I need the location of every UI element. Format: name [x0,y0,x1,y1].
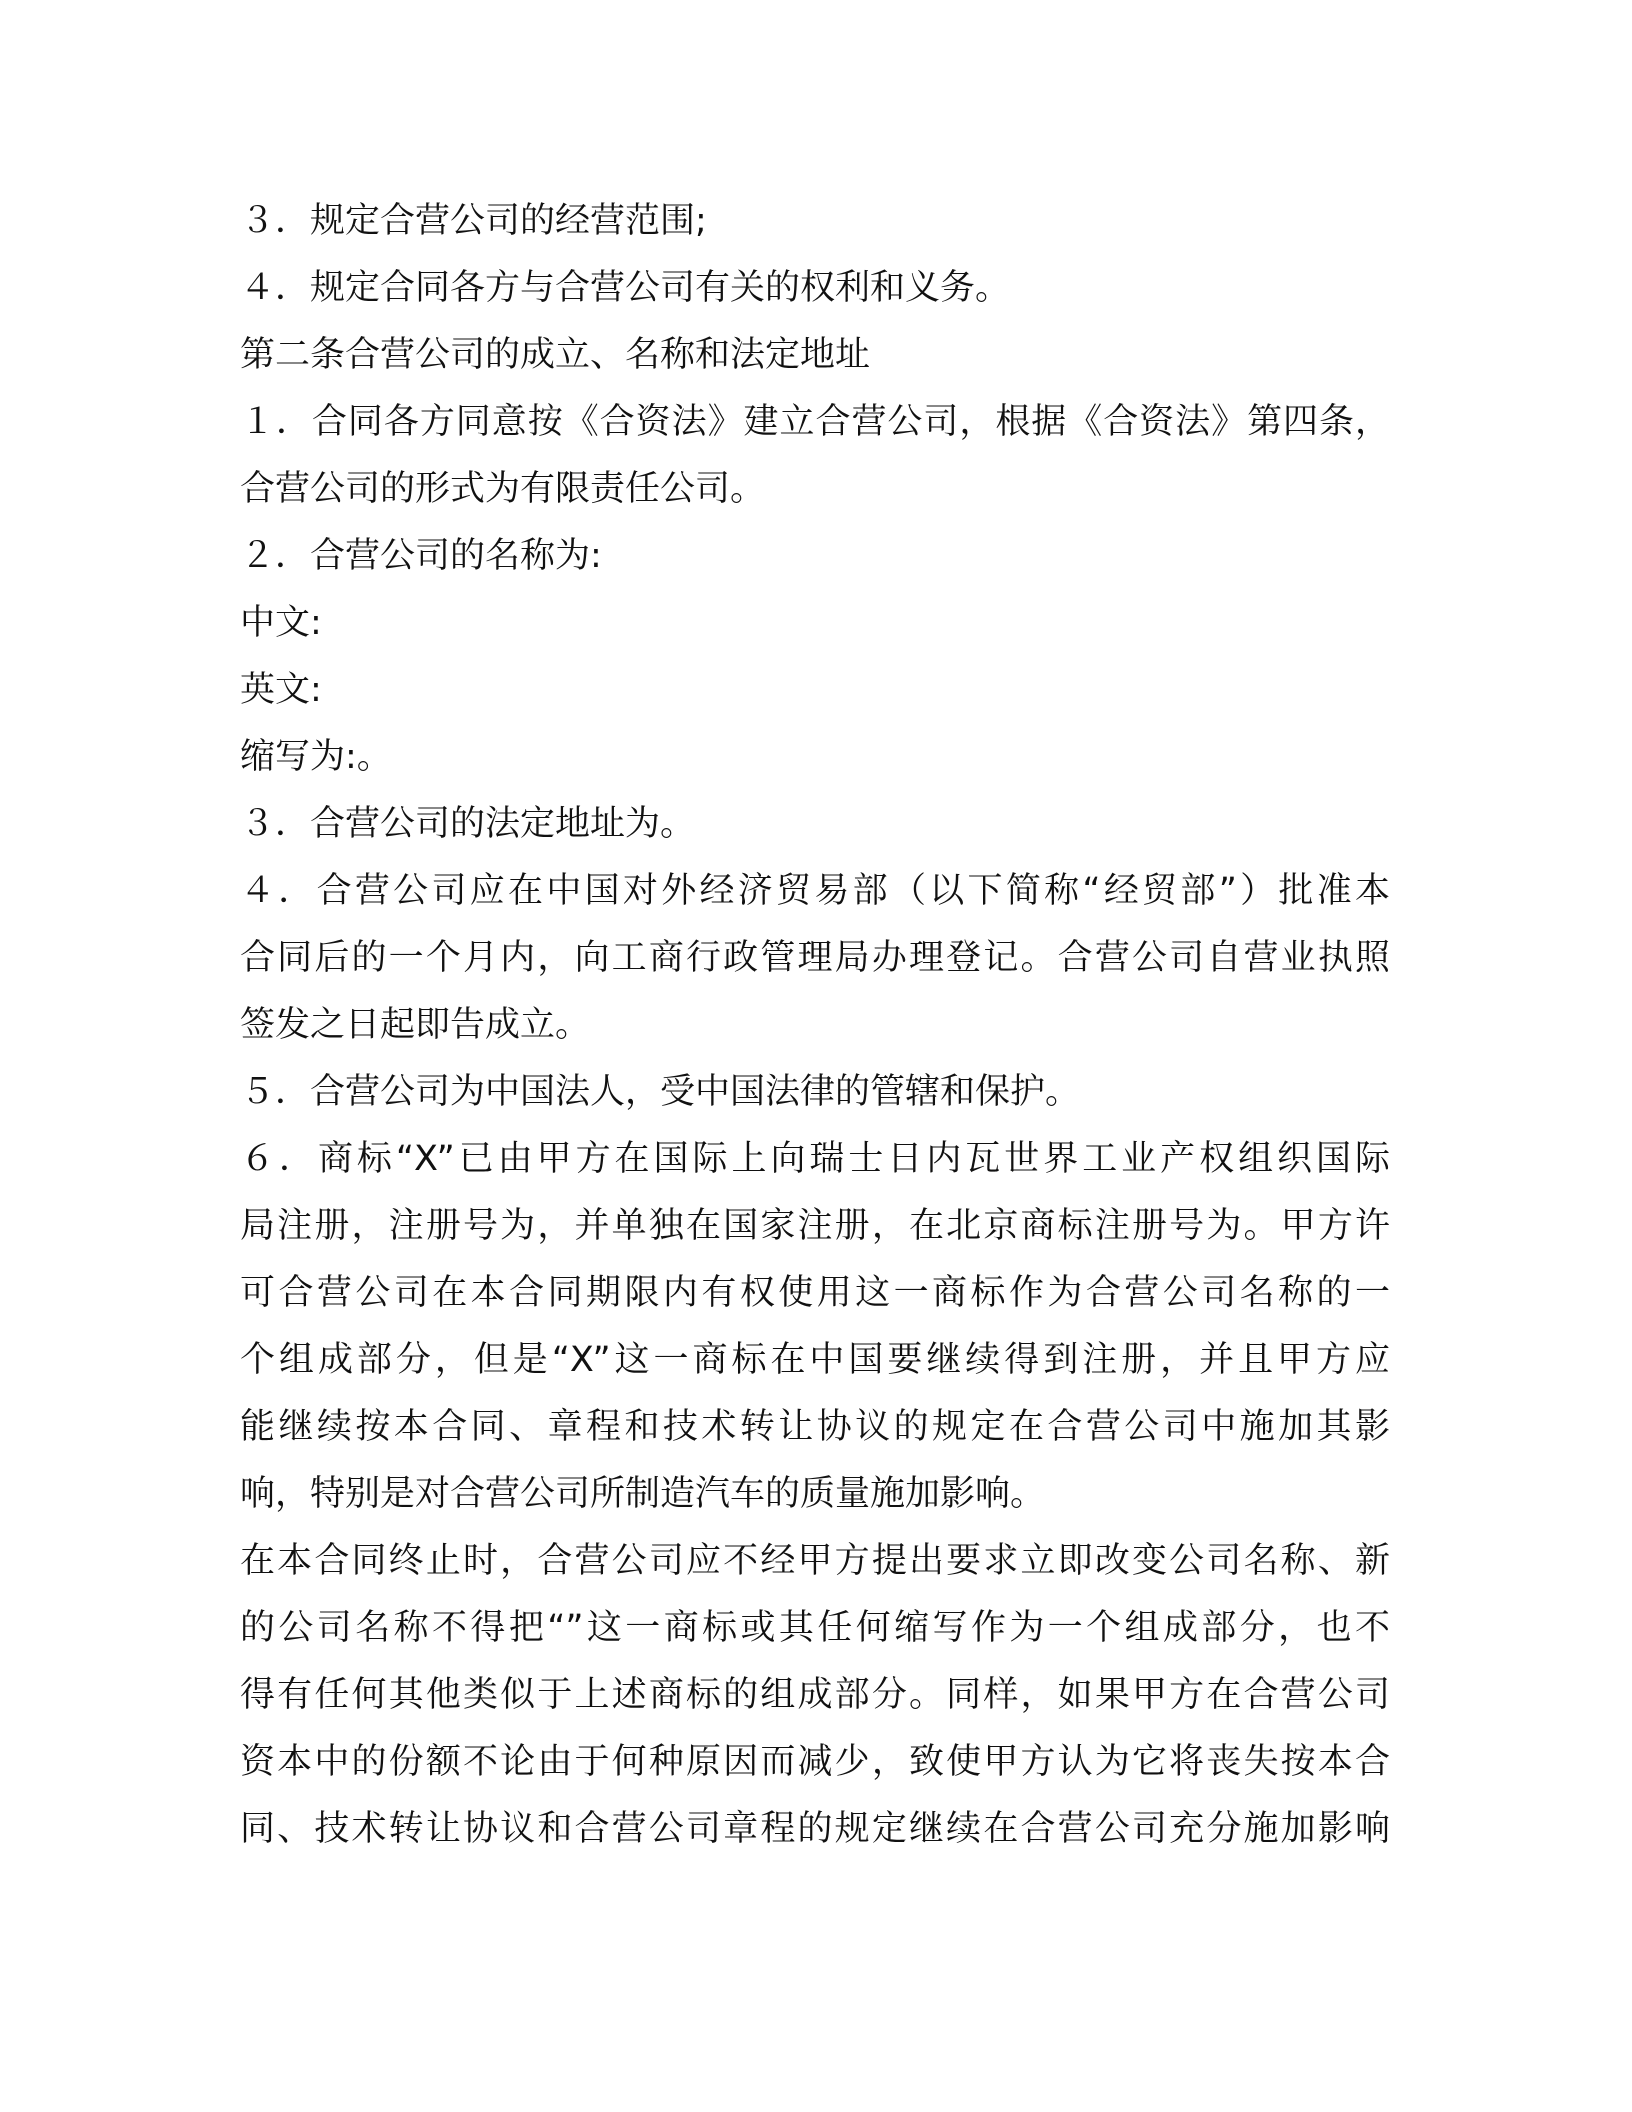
text-line: 的公司名称不得把“”这一商标或其任何缩写作为一个组成部分，也不 [240,1608,1390,1648]
text-line: 签发之日起即告成立。 [240,1005,591,1045]
section-heading: 第二条合营公司的成立、名称和法定地址 [240,335,871,375]
text-line: 合同后的一个月内，向工商行政管理局办理登记。合营公司自营业执照 [240,938,1390,978]
text-line: 英文: [240,670,322,710]
text-line: 响，特别是对合营公司所制造汽车的质量施加影响。 [240,1474,1046,1514]
text-line: 可合营公司在本合同期限内有权使用这一商标作为合营公司名称的一 [240,1273,1390,1313]
text-line: ４．合营公司应在中国对外经济贸易部（以下简称“经贸部”）批准本 [240,871,1390,911]
text-line: ３．规定合营公司的经营范围; [240,201,707,241]
text-line: ６．商标“X”已由甲方在国际上向瑞士日内瓦世界工业产权组织国际 [240,1139,1390,1179]
text-line: １．合同各方同意按《合资法》建立合营公司，根据《合资法》第四条， [240,402,1390,442]
text-line: ２．合营公司的名称为: [240,536,602,576]
text-line: ３．合营公司的法定地址为。 [240,804,696,844]
text-line: ４．规定合同各方与合营公司有关的权利和义务。 [240,268,1011,308]
text-line: 在本合同终止时，合营公司应不经甲方提出要求立即改变公司名称、新 [240,1541,1390,1581]
text-line: ５．合营公司为中国法人，受中国法律的管辖和保护。 [240,1072,1081,1112]
document-body [240,188,1390,1863]
text-line: 能继续按本合同、章程和技术转让协议的规定在合营公司中施加其影 [240,1407,1390,1447]
text-line: 同、技术转让协议和合营公司章程的规定继续在合营公司充分施加影响 [240,1809,1390,1849]
text-line: 得有任何其他类似于上述商标的组成部分。同样，如果甲方在合营公司 [240,1675,1390,1715]
text-line: 中文: [240,603,322,643]
text-line: 局注册，注册号为，并单独在国家注册，在北京商标注册号为。甲方许 [240,1206,1390,1246]
text-line: 资本中的份额不论由于何种原因而减少，致使甲方认为它将丧失按本合 [240,1742,1390,1782]
text-line: 缩写为:。 [240,737,392,777]
text-line: 个组成部分，但是“X”这一商标在中国要继续得到注册，并且甲方应 [240,1340,1390,1380]
text-line: 合营公司的形式为有限责任公司。 [240,469,766,509]
